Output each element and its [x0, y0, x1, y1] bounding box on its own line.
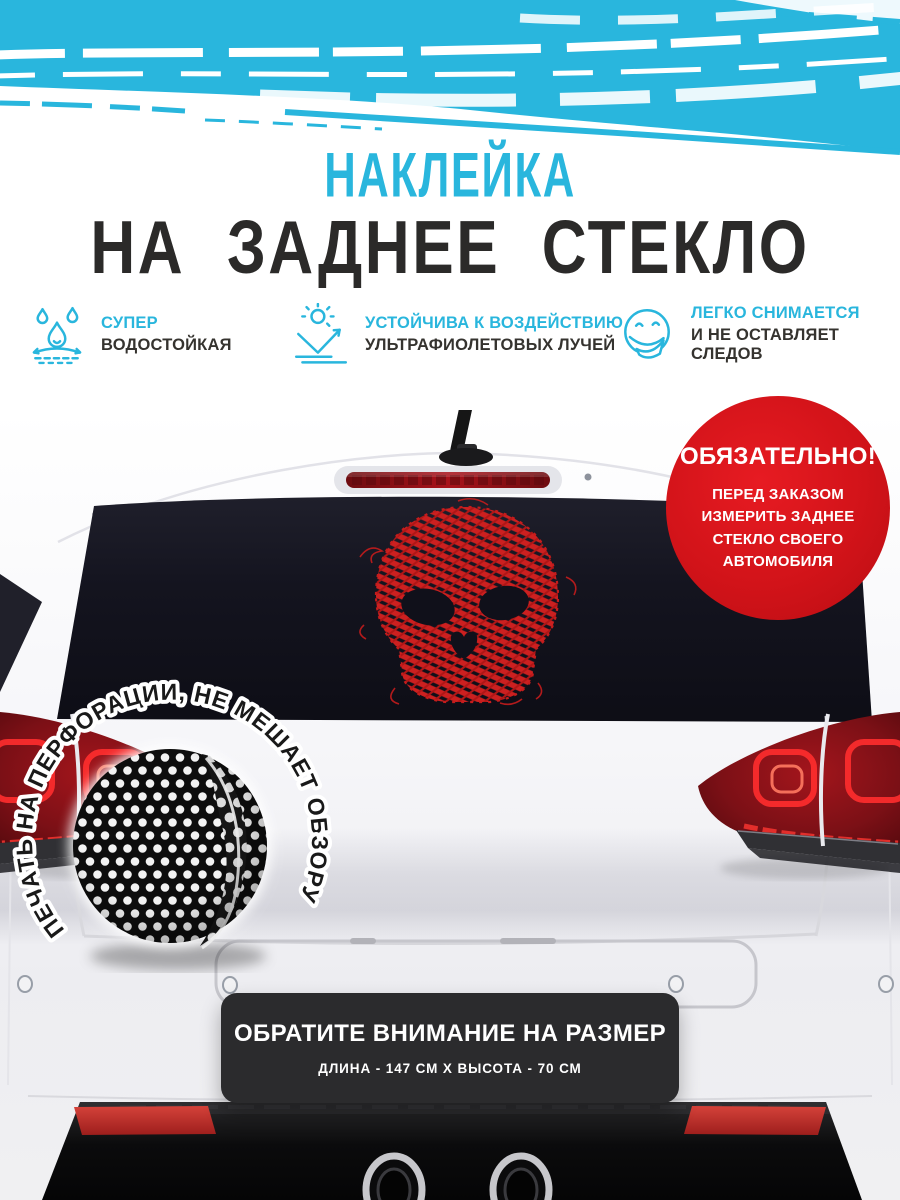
feature-uv-resistant [290, 303, 623, 365]
feature-line2: И НЕ ОСТАВЛЯЕТ СЛЕДОВ [691, 326, 840, 363]
perforation-caption: ПЕЧАТЬ НА ПЕРФОРАЦИИ, НЕ МЕШАЕТ ОБЗОРУ [10, 678, 334, 943]
reflector-left [74, 1106, 216, 1135]
feature-easy-removal [616, 303, 900, 365]
uv-protection-icon [290, 303, 352, 365]
title-main: НА ЗАДНЕЕ СТЕКЛО [90, 204, 810, 290]
feature-waterproof [26, 303, 232, 365]
water-drops-icon [26, 303, 88, 365]
reflector-right [684, 1106, 826, 1135]
brake-light [334, 466, 592, 494]
warning-badge-line: ИЗМЕРИТЬ ЗАДНЕЕ [701, 508, 855, 525]
warning-badge-line: ПЕРЕД ЗАКАЗОМ [712, 485, 844, 503]
lower-bumper [42, 1102, 862, 1200]
warning-badge-line: АВТОМОБИЛЯ [722, 553, 834, 570]
feature-line1: ЛЕГКО СНИМАЕТСЯ [691, 304, 860, 322]
warning-badge [666, 396, 890, 620]
feature-line1: УСТОЙЧИВА К ВОЗДЕЙСТВИЮ [365, 313, 624, 332]
feature-line2: ВОДОСТОЙКАЯ [101, 335, 232, 354]
easy-removal-icon [616, 303, 678, 365]
warning-badge-line: СТЕКЛО СВОЕГО [712, 530, 844, 548]
warning-badge-title: ОБЯЗАТЕЛЬНО! [679, 442, 877, 470]
perforation-demo [0, 660, 350, 1010]
size-panel-title: ОБРАТИТЕ ВНИМАНИЕ НА РАЗМЕР [233, 1020, 667, 1047]
size-panel-dimensions: ДЛИНА - 147 СМ Х ВЫСОТА - 70 СМ [318, 1061, 582, 1076]
size-panel [221, 993, 679, 1103]
title-accent: НАКЛЕЙКА [324, 139, 576, 211]
feature-line2: УЛЬТРАФИОЛЕТОВЫХ ЛУЧЕЙ [365, 335, 616, 354]
feature-line1: СУПЕР [101, 313, 158, 332]
